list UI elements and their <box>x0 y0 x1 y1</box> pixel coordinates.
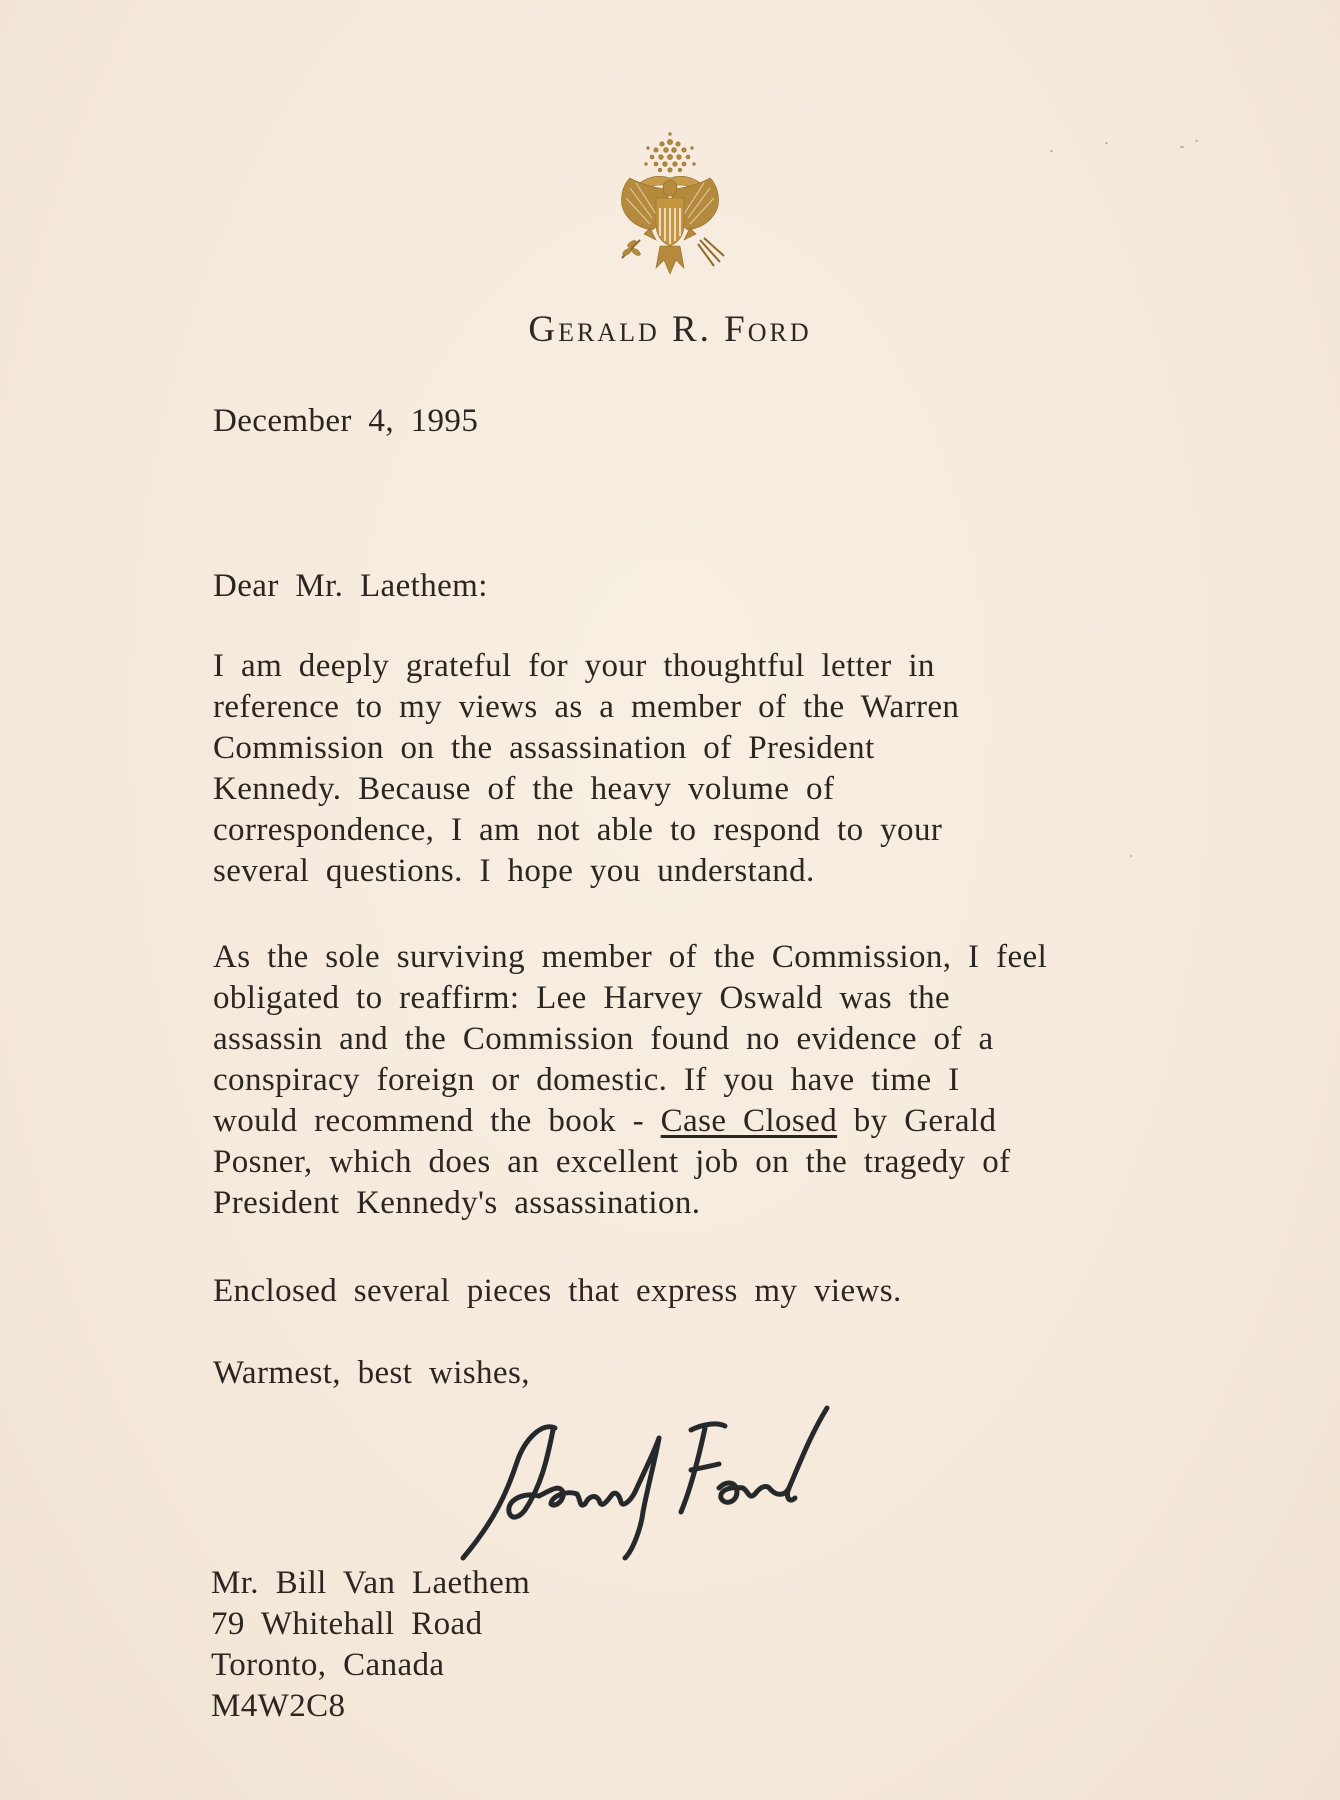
book-title: Case Closed <box>660 1103 838 1139</box>
paragraph-2 <box>213 937 1047 1224</box>
paragraph-3: Enclosed several pieces that express my views. <box>213 1273 902 1309</box>
book-author-text: by Gerald <box>837 1103 997 1139</box>
paragraph-line: assassin and the Commission found no evidence of a <box>213 1021 994 1057</box>
paragraph-line: correspondence, I am not able to respond to your <box>213 812 943 848</box>
letterhead-name: Gerald R. Ford <box>528 309 812 350</box>
paragraph-line: reference to my views as a member of the Warren <box>213 689 960 725</box>
paragraph-line: several questions. I hope you understand. <box>213 853 815 889</box>
recipient-name: Mr. Bill Van Laethem <box>211 1565 531 1601</box>
paragraph-line: Posner, which does an excellent job on the tragedy of <box>213 1144 1011 1180</box>
paragraph-line: President Kennedy's assassination. <box>213 1185 701 1221</box>
recipient-city: Toronto, Canada <box>211 1647 445 1683</box>
paragraph-line: conspiracy foreign or domestic. If you have time I <box>213 1062 960 1098</box>
paper-speck <box>1105 142 1108 144</box>
paragraph-line: Commission on the assassination of President <box>213 730 875 766</box>
closing: Warmest, best wishes, <box>213 1355 530 1391</box>
paragraph-1 <box>213 646 959 892</box>
paragraph-line: I am deeply grateful for your thoughtful letter in <box>213 648 935 684</box>
recipient-address <box>211 1563 530 1727</box>
recipient-postal: M4W2C8 <box>211 1688 346 1724</box>
book-recommend-text: would recommend the book - <box>213 1103 661 1139</box>
paragraph-line: Kennedy. Because of the heavy volume of <box>213 771 835 807</box>
paper-speck <box>1180 146 1184 148</box>
paragraph-line-book <box>213 1101 1047 1142</box>
paper-speck <box>1130 855 1132 857</box>
recipient-street: 79 Whitehall Road <box>211 1606 483 1642</box>
paragraph-line: As the sole surviving member of the Commission, I feel <box>213 939 1048 975</box>
salutation: Dear Mr. Laethem: <box>213 568 488 604</box>
paper-speck <box>1050 150 1053 152</box>
letter-date: December 4, 1995 <box>213 403 479 439</box>
signature <box>455 1400 905 1575</box>
paper-speck <box>1195 140 1198 142</box>
paragraph-line: obligated to reaffirm: Lee Harvey Oswald was the <box>213 980 951 1016</box>
stars-cluster <box>645 133 696 173</box>
presidential-seal-icon <box>600 128 740 283</box>
